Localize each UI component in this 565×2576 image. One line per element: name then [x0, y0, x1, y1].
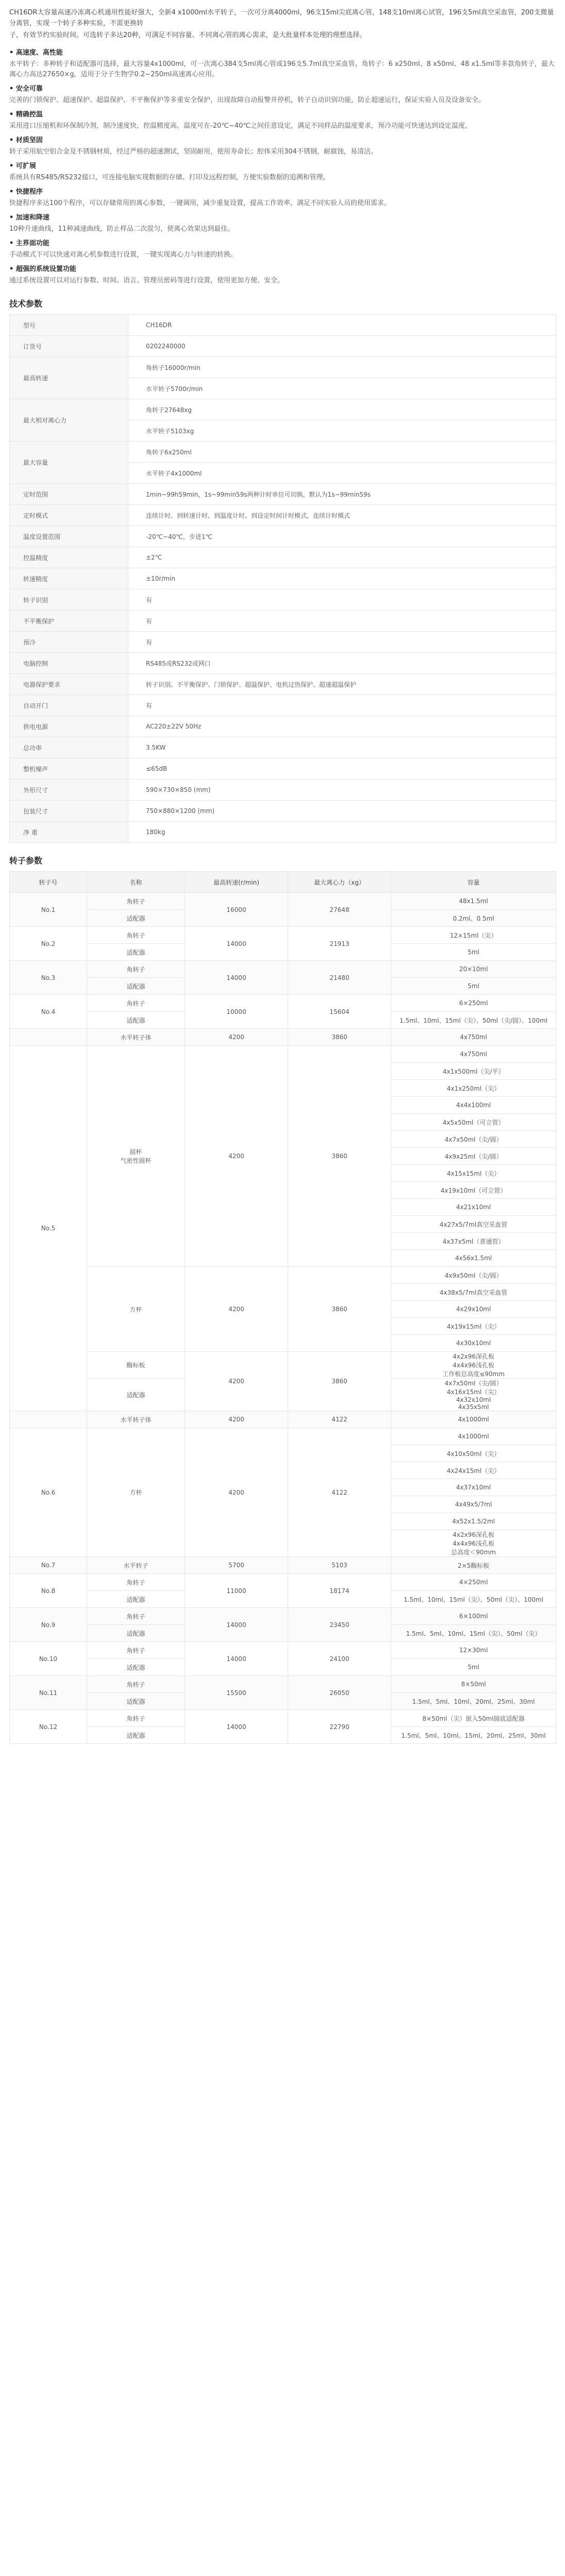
rotor-name: 适配器 — [87, 1625, 185, 1642]
rotor-row — [10, 1267, 556, 1284]
rotor-max-force: 4122 — [288, 1411, 391, 1428]
rotor-max-speed: 4200 — [185, 1428, 288, 1557]
tech-value: 750×880×1200 (mm) — [128, 801, 556, 822]
tech-value: 0202240000 — [128, 336, 556, 357]
tech-label: 温度设置范围 — [10, 526, 128, 547]
rotor-max-speed: 14000 — [185, 1608, 288, 1642]
tech-value: 连续计时、到转速计时、到温度计时、到设定时间计时模式，连续计时模式 — [128, 505, 556, 526]
feature-text: 采用进口压缩机和环保制冷剂，制冷速度快，控温精度高，温度可在-20℃~40℃之间任意设定，满足不同样品的温度要求，预冷功能可快速达到设定温度。 — [9, 122, 472, 130]
rotor-name: 适配器 — [87, 1591, 185, 1608]
rotor-name: 适配器 — [87, 1659, 185, 1676]
rotor-name: 角转子 — [87, 1710, 185, 1727]
rotor-number: No.10 — [10, 1642, 87, 1676]
rotor-capacity: 4x19x15ml（尖） — [391, 1318, 556, 1335]
tech-row — [10, 674, 556, 695]
rotor-capacity: 4x7x50ml（尖/圆） — [391, 1131, 556, 1148]
rotor-number: No.11 — [10, 1676, 87, 1710]
rotor-max-force: 23450 — [288, 1608, 391, 1642]
rotor-capacity: 12×30ml — [391, 1642, 556, 1659]
rotor-max-force: 4122 — [288, 1428, 391, 1557]
tech-value: 角转子16000r/min — [128, 357, 556, 378]
rotor-name: 适配器 — [87, 1012, 185, 1029]
rotor-capacity: 4x19x10ml（可立管） — [391, 1182, 556, 1199]
rotor-max-speed: 11000 — [185, 1574, 288, 1608]
tech-label: 预冷 — [10, 632, 128, 653]
rotor-capacity: 4×250ml — [391, 1574, 556, 1591]
rotor-capacity: 4x49x5/7ml — [391, 1496, 556, 1513]
tech-row — [10, 822, 556, 843]
rotor-capacity: 6×250ml — [391, 995, 556, 1012]
rotor-number: No.1 — [10, 893, 87, 927]
tech-value: ±10r/min — [128, 568, 556, 589]
rotor-row — [10, 927, 556, 944]
rotor-capacity: 4x37x5ml（普通管） — [391, 1233, 556, 1250]
rotor-capacity: 20×10ml — [391, 961, 556, 978]
tech-value: AC220±22V 50Hz — [128, 716, 556, 737]
tech-label: 包装尺寸 — [10, 801, 128, 822]
rotor-params-table — [9, 871, 556, 1744]
tech-row — [10, 336, 556, 357]
rotor-max-force: 18174 — [288, 1574, 391, 1608]
rotor-max-speed: 5700 — [185, 1557, 288, 1574]
rotor-capacity: 4x2x96深孔板 4x4x96浅孔板 工作板总高度≤90mm — [391, 1352, 556, 1379]
rotor-capacity: 4x9x50ml（尖/圆） — [391, 1267, 556, 1284]
rotor-params-title: 转子参数 — [9, 856, 43, 866]
rotor-name: 方杯 — [87, 1428, 185, 1557]
rotor-number: No.3 — [10, 961, 87, 995]
rotor-capacity: 4x1000ml — [391, 1411, 556, 1428]
rotor-capacity: 4x5x50ml（可立管） — [391, 1114, 556, 1131]
rotor-name: 适配器 — [87, 978, 185, 995]
rotor-max-speed: 14000 — [185, 1642, 288, 1676]
rotor-capacity: 4x2x96深孔板 4x4x96浅孔板 总高度＜90mm — [391, 1530, 556, 1557]
rotor-number: No.8 — [10, 1574, 87, 1608]
tech-row — [10, 399, 556, 420]
tech-label: 型号 — [10, 315, 128, 336]
rotor-max-speed: 15500 — [185, 1676, 288, 1710]
rotor-max-speed: 4200 — [185, 1029, 288, 1046]
rotor-name: 水平转子体 — [87, 1029, 185, 1046]
rotor-capacity: 48x1.5ml — [391, 893, 556, 910]
rotor-row — [10, 1029, 556, 1046]
feature-title: • 精确控温 — [9, 111, 43, 118]
rotor-capacity: 4x10x50ml（尖） — [391, 1445, 556, 1462]
feature-title: • 加速和降速 — [9, 214, 49, 222]
rotor-capacity: 4x37x10ml — [391, 1479, 556, 1496]
tech-row — [10, 484, 556, 505]
tech-label: 转子识别 — [10, 589, 128, 611]
rotor-capacity: 12×15ml（尖） — [391, 927, 556, 944]
rotor-name: 圆杯 气密性圆杯 — [87, 1046, 185, 1267]
rotor-number — [10, 1411, 87, 1428]
rotor-capacity: 4x7x50ml（尖/圆） 4x16x15ml（尖） 4x32x10ml 4x35x5ml — [391, 1379, 556, 1411]
tech-value: RS485或RS232或网口 — [128, 653, 556, 674]
tech-value: ±2℃ — [128, 547, 556, 568]
feature-title: • 快捷程序 — [9, 188, 43, 196]
rotor-header-cell: 最大离心力（xg） — [288, 872, 391, 893]
feature-list — [9, 48, 556, 286]
rotor-capacity: 4x4x100ml — [391, 1097, 556, 1114]
rotor-capacity: 4x56x1.5ml — [391, 1250, 556, 1267]
rotor-name: 适配器 — [87, 944, 185, 961]
rotor-header-cell: 容量 — [391, 872, 556, 893]
rotor-max-speed: 10000 — [185, 995, 288, 1029]
tech-value: 3.5KW — [128, 737, 556, 758]
tech-row — [10, 589, 556, 611]
tech-row — [10, 801, 556, 822]
tech-row — [10, 505, 556, 526]
rotor-name: 适配器 — [87, 910, 185, 927]
rotor-capacity: 8×50ml — [391, 1676, 556, 1693]
rotor-number: No.5 — [10, 1046, 87, 1411]
tech-value: 有 — [128, 611, 556, 632]
tech-label: 供电电源 — [10, 716, 128, 737]
tech-label: 总功率 — [10, 737, 128, 758]
tech-label: 整机噪声 — [10, 758, 128, 779]
tech-label: 转速精度 — [10, 568, 128, 589]
tech-label: 最大容量 — [10, 442, 128, 484]
rotor-capacity: 4x27x5/7ml真空采血管 — [391, 1216, 556, 1233]
rotor-capacity: 4x38x5/7ml真空采血管 — [391, 1284, 556, 1301]
rotor-number: No.9 — [10, 1608, 87, 1642]
rotor-name: 角转子 — [87, 1676, 185, 1693]
tech-label: 最高转速 — [10, 357, 128, 399]
rotor-capacity: 4x30x10ml — [391, 1335, 556, 1352]
tech-value: 水平转子5103xg — [128, 420, 556, 442]
tech-label: 净 重 — [10, 822, 128, 843]
rotor-capacity: 6×100ml — [391, 1608, 556, 1625]
rotor-max-speed: 4200 — [185, 1267, 288, 1352]
rotor-max-speed: 16000 — [185, 893, 288, 927]
intro-paragraph-2: 子，有效节约实验时间。可选转子多达20种，可满足不同容量、不同离心管的离心需求，是大批量样本处理的理想选择。 — [9, 31, 367, 39]
rotor-capacity: 1.5ml、5ml、10ml、15ml、20ml、25ml、30ml — [391, 1727, 556, 1744]
rotor-max-speed: 14000 — [185, 927, 288, 961]
tech-row — [10, 737, 556, 758]
tech-value: 1min~99h59min，1s~99min59s两种计时单位可切换，默认为1s~99min59s — [128, 484, 556, 505]
rotor-max-speed: 14000 — [185, 961, 288, 995]
rotor-row — [10, 1642, 556, 1659]
rotor-row — [10, 1676, 556, 1693]
rotor-row — [10, 1352, 556, 1379]
feature-text: 通过系统设置可以对运行参数、时间、语言、管理员密码等进行设置，使用更加方便、安全。 — [9, 277, 285, 284]
rotor-row — [10, 1411, 556, 1428]
rotor-capacity: 4x750ml — [391, 1046, 556, 1063]
rotor-name: 水平转子体 — [87, 1411, 185, 1428]
tech-value: 角转子27648xg — [128, 399, 556, 420]
tech-row — [10, 716, 556, 737]
rotor-number: No.2 — [10, 927, 87, 961]
tech-label: 控温精度 — [10, 547, 128, 568]
rotor-capacity: 1.5ml、10ml、15ml（尖）、50ml（尖）、100ml — [391, 1591, 556, 1608]
feature-text: 转子采用航空铝合金及不锈钢材质，经过严格的超速测试，坚固耐用，使用寿命长；腔体采用304不锈钢，耐腐蚀，易清洁。 — [9, 148, 377, 156]
rotor-capacity: 4x52x1.5/2ml — [391, 1513, 556, 1530]
rotor-max-speed: 4200 — [185, 1411, 288, 1428]
rotor-name: 角转子 — [87, 927, 185, 944]
rotor-row — [10, 1710, 556, 1727]
rotor-max-speed: 14000 — [185, 1710, 288, 1744]
feature-title: • 可扩展 — [9, 162, 36, 170]
rotor-max-speed: 4200 — [185, 1352, 288, 1411]
rotor-capacity: 1.5ml、10ml、15ml（尖）、50ml（尖/圆）、100ml — [391, 1012, 556, 1029]
rotor-capacity: 4x1x250ml（尖） — [391, 1080, 556, 1097]
rotor-max-force: 27648 — [288, 893, 391, 927]
tech-value: ≤65dB — [128, 758, 556, 779]
rotor-row — [10, 1428, 556, 1445]
tech-value: 水平转子4x1000ml — [128, 463, 556, 484]
tech-row — [10, 315, 556, 336]
tech-value: -20℃~40℃，步进1℃ — [128, 526, 556, 547]
tech-value: 有 — [128, 632, 556, 653]
rotor-max-force: 3860 — [288, 1046, 391, 1267]
tech-value: 水平转子5700r/min — [128, 378, 556, 399]
rotor-number: No.7 — [10, 1557, 87, 1574]
rotor-row — [10, 893, 556, 910]
rotor-name: 适配器 — [87, 1379, 185, 1411]
intro-paragraph-1: CH16DR大容量高速冷冻离心机通用性能好强大，全新4 x1000ml水平转子，一次可分离4000ml，96支15ml尖底离心管，148支10ml离心试管，196支5ml真空采血管，200支微量分离管，实现一个转子多种实验，不需更换转 — [9, 9, 554, 27]
rotor-capacity: 1.5ml、5ml、10ml、20ml、25ml、30ml — [391, 1693, 556, 1710]
rotor-number: No.4 — [10, 995, 87, 1029]
tech-row — [10, 758, 556, 779]
tech-row — [10, 695, 556, 716]
rotor-row — [10, 1574, 556, 1591]
tech-row — [10, 357, 556, 378]
tech-label: 电脑控制 — [10, 653, 128, 674]
rotor-capacity: 4x1x500ml（尖/平） — [391, 1063, 556, 1080]
feature-title: • 高速度、高性能 — [9, 49, 63, 57]
rotor-name: 角转子 — [87, 1608, 185, 1625]
rotor-capacity: 4x750ml — [391, 1029, 556, 1046]
tech-label: 订货号 — [10, 336, 128, 357]
rotor-row — [10, 1608, 556, 1625]
tech-value: 有 — [128, 695, 556, 716]
tech-params-table — [9, 314, 556, 843]
rotor-max-force: 3860 — [288, 1267, 391, 1352]
rotor-name: 角转子 — [87, 1574, 185, 1591]
rotor-name: 角转子 — [87, 961, 185, 978]
intro-section — [9, 7, 556, 41]
rotor-max-force: 21913 — [288, 927, 391, 961]
rotor-max-speed: 4200 — [185, 1046, 288, 1267]
tech-row — [10, 526, 556, 547]
rotor-capacity: 4x21x10ml — [391, 1199, 556, 1216]
feature-title: • 主界面功能 — [9, 240, 49, 247]
feature-text: 10种升速曲线，11种减速曲线，防止样品二次混匀，使离心效果达到最佳。 — [9, 225, 235, 233]
tech-row — [10, 568, 556, 589]
rotor-name: 酶标板 — [87, 1352, 185, 1379]
feature-title: • 材质坚固 — [9, 137, 43, 144]
rotor-max-force: 26050 — [288, 1676, 391, 1710]
tech-row — [10, 653, 556, 674]
rotor-max-force: 3860 — [288, 1352, 391, 1411]
tech-label: 定时范围 — [10, 484, 128, 505]
rotor-max-force: 15604 — [288, 995, 391, 1029]
tech-label: 不平衡保护 — [10, 611, 128, 632]
tech-row — [10, 547, 556, 568]
tech-row — [10, 442, 556, 463]
rotor-capacity: 5ml — [391, 978, 556, 995]
feature-title: • 超强的系统设置功能 — [9, 265, 76, 273]
rotor-header-cell: 名称 — [87, 872, 185, 893]
rotor-max-force: 22790 — [288, 1710, 391, 1744]
tech-value: 180kg — [128, 822, 556, 843]
rotor-capacity: 8×50ml（尖）嵌入50ml圆底适配器 — [391, 1710, 556, 1727]
tech-value: 590×730×850 (mm) — [128, 779, 556, 801]
feature-text: 水平转子：多种转子和适配器可选择，最大容量4x1000ml，可一次离心384支5ml离心管或196支5.7ml真空采血管。角转子：6 x250ml、8 x50ml、48 x1.5ml等多款角转子，最大离心力高达27650×g，适用于分子生物学0.2~250ml高速离心应用。 — [9, 60, 555, 78]
rotor-number: No.6 — [10, 1428, 87, 1557]
tech-value: 有 — [128, 589, 556, 611]
rotor-capacity: 4x29x10ml — [391, 1301, 556, 1318]
tech-label: 电器保护要求 — [10, 674, 128, 695]
tech-value: 转子识别、不平衡保护、门锁保护、超温保护、电机过热保护、超速超温保护 — [128, 674, 556, 695]
tech-label: 自动开门 — [10, 695, 128, 716]
rotor-capacity: 5ml — [391, 1659, 556, 1676]
tech-label: 外形尺寸 — [10, 779, 128, 801]
rotor-capacity: 4x24x15ml（尖） — [391, 1462, 556, 1479]
rotor-capacity: 1.5ml、5ml、10ml、15ml（尖）、50ml（尖） — [391, 1625, 556, 1642]
rotor-name: 角转子 — [87, 1642, 185, 1659]
tech-value: 角转子6x250ml — [128, 442, 556, 463]
feature-text: 完善的门锁保护、超速保护、超温保护、不平衡保护等多重安全保护，出现故障自动报警并停机，转子自动识别功能，防止超速运行，保证实验人员及设备安全。 — [9, 96, 486, 104]
tech-label: 最大相对离心力 — [10, 399, 128, 442]
rotor-header-cell: 最高转速(r/min) — [185, 872, 288, 893]
feature-text: 快捷程序多达100个程序，可以存储常用的离心参数，一键调用，减少重复设置，提高工作效率，满足不同实验人员的使用需求。 — [9, 199, 391, 207]
rotor-capacity: 4x9x25ml（尖/圆） — [391, 1148, 556, 1165]
tech-row — [10, 632, 556, 653]
rotor-number: No.12 — [10, 1710, 87, 1744]
feature-title: • 安全可靠 — [9, 85, 43, 93]
rotor-name: 角转子 — [87, 893, 185, 910]
rotor-max-force: 24100 — [288, 1642, 391, 1676]
feature-text: 系统具有RS485/RS232接口，可连接电脑实现数据的存储、打印及远程控制，方便实验数据的追溯和管理。 — [9, 174, 330, 181]
rotor-name: 适配器 — [87, 1693, 185, 1710]
rotor-capacity: 5ml — [391, 944, 556, 961]
tech-row — [10, 611, 556, 632]
rotor-capacity: 4x1000ml — [391, 1428, 556, 1445]
rotor-name: 角转子 — [87, 995, 185, 1012]
rotor-max-force: 21480 — [288, 961, 391, 995]
rotor-row — [10, 995, 556, 1012]
tech-params-title: 技术参数 — [9, 299, 43, 309]
rotor-max-force: 3860 — [288, 1029, 391, 1046]
rotor-row — [10, 1046, 556, 1063]
tech-value: CH16DR — [128, 315, 556, 336]
rotor-capacity: 2×5酶标板 — [391, 1557, 556, 1574]
rotor-header-cell: 转子号 — [10, 872, 87, 893]
rotor-name: 水平转子 — [87, 1557, 185, 1574]
rotor-name: 适配器 — [87, 1727, 185, 1744]
tech-label: 定时模式 — [10, 505, 128, 526]
rotor-row — [10, 961, 556, 978]
tech-row — [10, 779, 556, 801]
feature-text: 手动模式下可以快速对离心机参数进行设置，一键实现离心力与转速的转换。 — [9, 251, 238, 259]
rotor-capacity: 4x15x15ml（尖） — [391, 1165, 556, 1182]
rotor-capacity: 0.2ml、0.5ml — [391, 910, 556, 927]
rotor-name: 方杯 — [87, 1267, 185, 1352]
rotor-max-force: 5103 — [288, 1557, 391, 1574]
rotor-row — [10, 1557, 556, 1574]
rotor-number — [10, 1029, 87, 1046]
